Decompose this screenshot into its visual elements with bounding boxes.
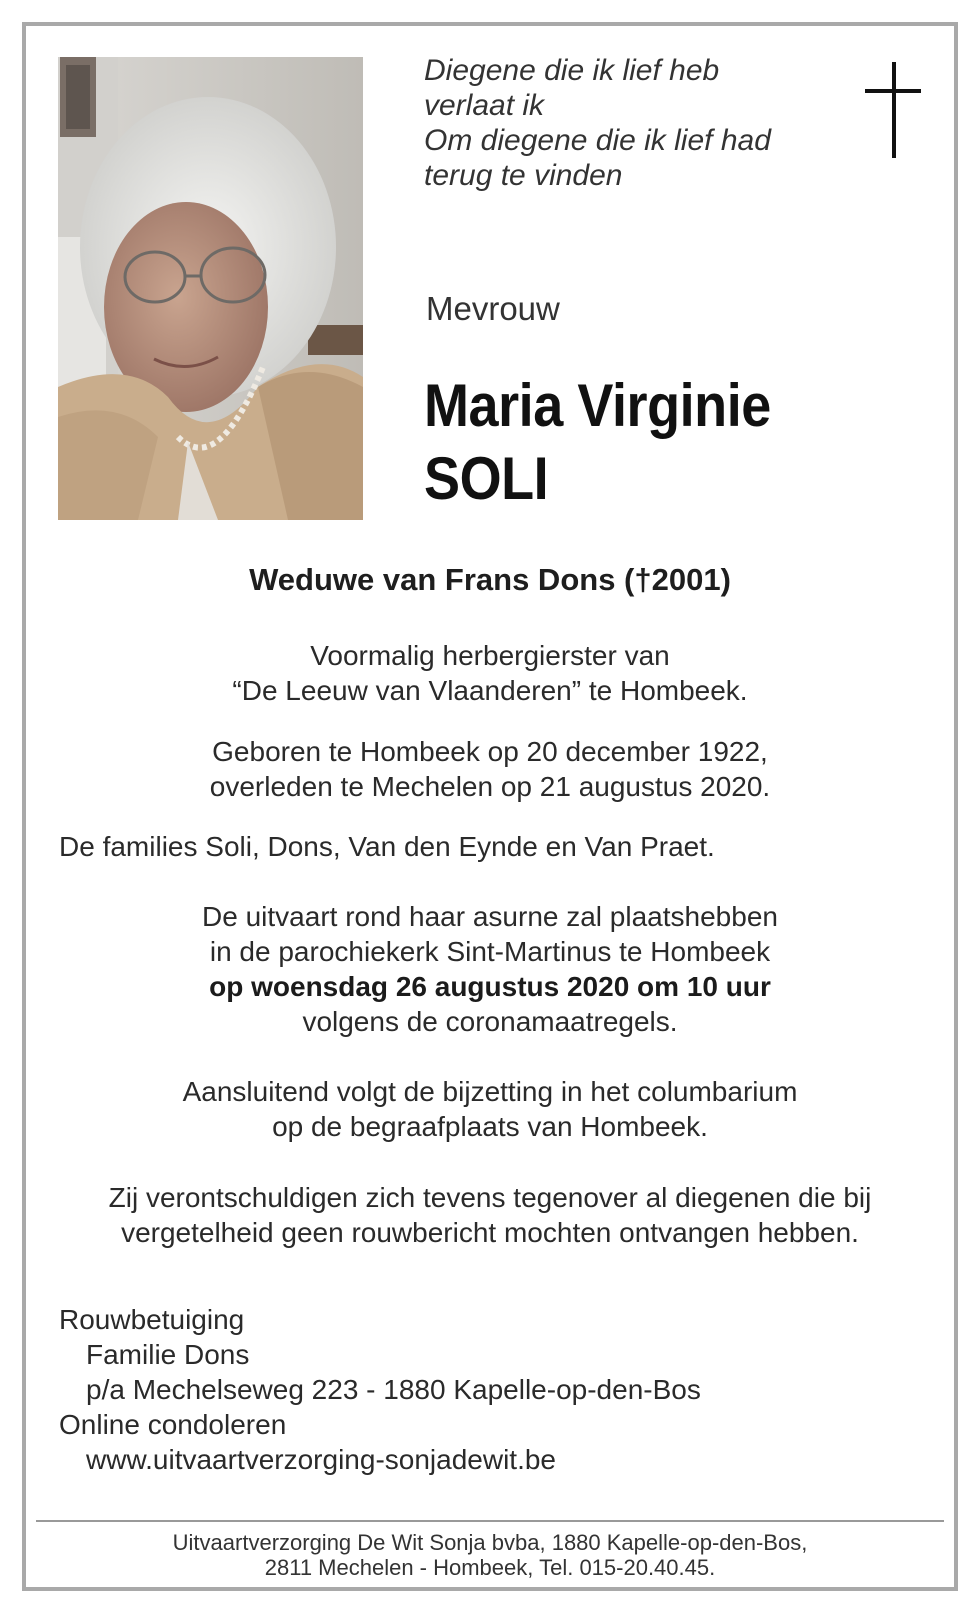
apology-note [40,1180,940,1250]
condolence-label: Rouwbetuiging [59,1304,245,1335]
families-line: De families Soli, Dons, Van den Eynde en Van Praet. [59,831,715,862]
funeral-line: volgens de coronamaatregels. [302,1006,678,1037]
former-occupation [40,638,940,708]
birth-death-dates [40,734,940,804]
widow-line: Weduwe van Frans Dons (†2001) [249,562,731,597]
burial-line: op de begraafplaats van Hombeek. [272,1111,708,1142]
burial-line: Aansluitend volgt de bijzetting in het columbarium [182,1076,798,1107]
condolence-website-link[interactable]: www.uitvaartverzorging-sonjadewit.be [86,1444,556,1475]
birth-line: Geboren te Hombeek op 20 december 1922, [212,736,768,767]
surname: SOLI [424,445,549,512]
latin-cross-icon [865,62,921,158]
occupation-line: “De Leeuw van Vlaanderen” te Hombeek. [232,675,748,706]
verse-line: terug te vinden [424,159,623,192]
funeral-home-footer [40,1530,940,1580]
footer-line: Uitvaartverzorging De Wit Sonja bvba, 1880 Kapelle-op-den-Bos, [172,1530,808,1555]
deceased-name [424,369,771,515]
death-line: overleden te Mechelen op 21 augustus 2020. [209,771,771,802]
footer-divider [36,1520,944,1522]
verse-line: Diegene die ik lief heb [424,54,720,87]
honorific: Mevrouw [426,290,560,327]
occupation-line: Voormalig herbergierster van [310,640,670,671]
funeral-line: De uitvaart rond haar asurne zal plaatshebben [202,901,778,932]
apology-line: Zij verontschuldigen zich tevens tegenover al diegenen die bij [108,1182,872,1213]
verse-line: verlaat ik [424,89,545,122]
condolence-family: Familie Dons [86,1339,250,1370]
burial-details [40,1074,940,1144]
funeral-date: op woensdag 26 augustus 2020 om 10 uur [209,971,771,1002]
verse-line: Om diegene die ik lief had [424,124,771,157]
memorial-verse [424,53,771,193]
online-condolence-label: Online condoleren [59,1409,287,1440]
portrait-photo [58,57,363,520]
first-names: Maria Virginie [424,372,771,439]
funeral-details [40,899,940,1039]
funeral-line: in de parochiekerk Sint-Martinus te Hombeek [209,936,771,967]
contact-block [59,1302,701,1477]
apology-line: vergetelheid geen rouwbericht mochten ontvangen hebben. [121,1217,859,1248]
condolence-address: p/a Mechelseweg 223 - 1880 Kapelle-op-den-Bos [86,1374,701,1405]
footer-line: 2811 Mechelen - Hombeek, Tel. 015-20.40.45. [264,1555,716,1580]
